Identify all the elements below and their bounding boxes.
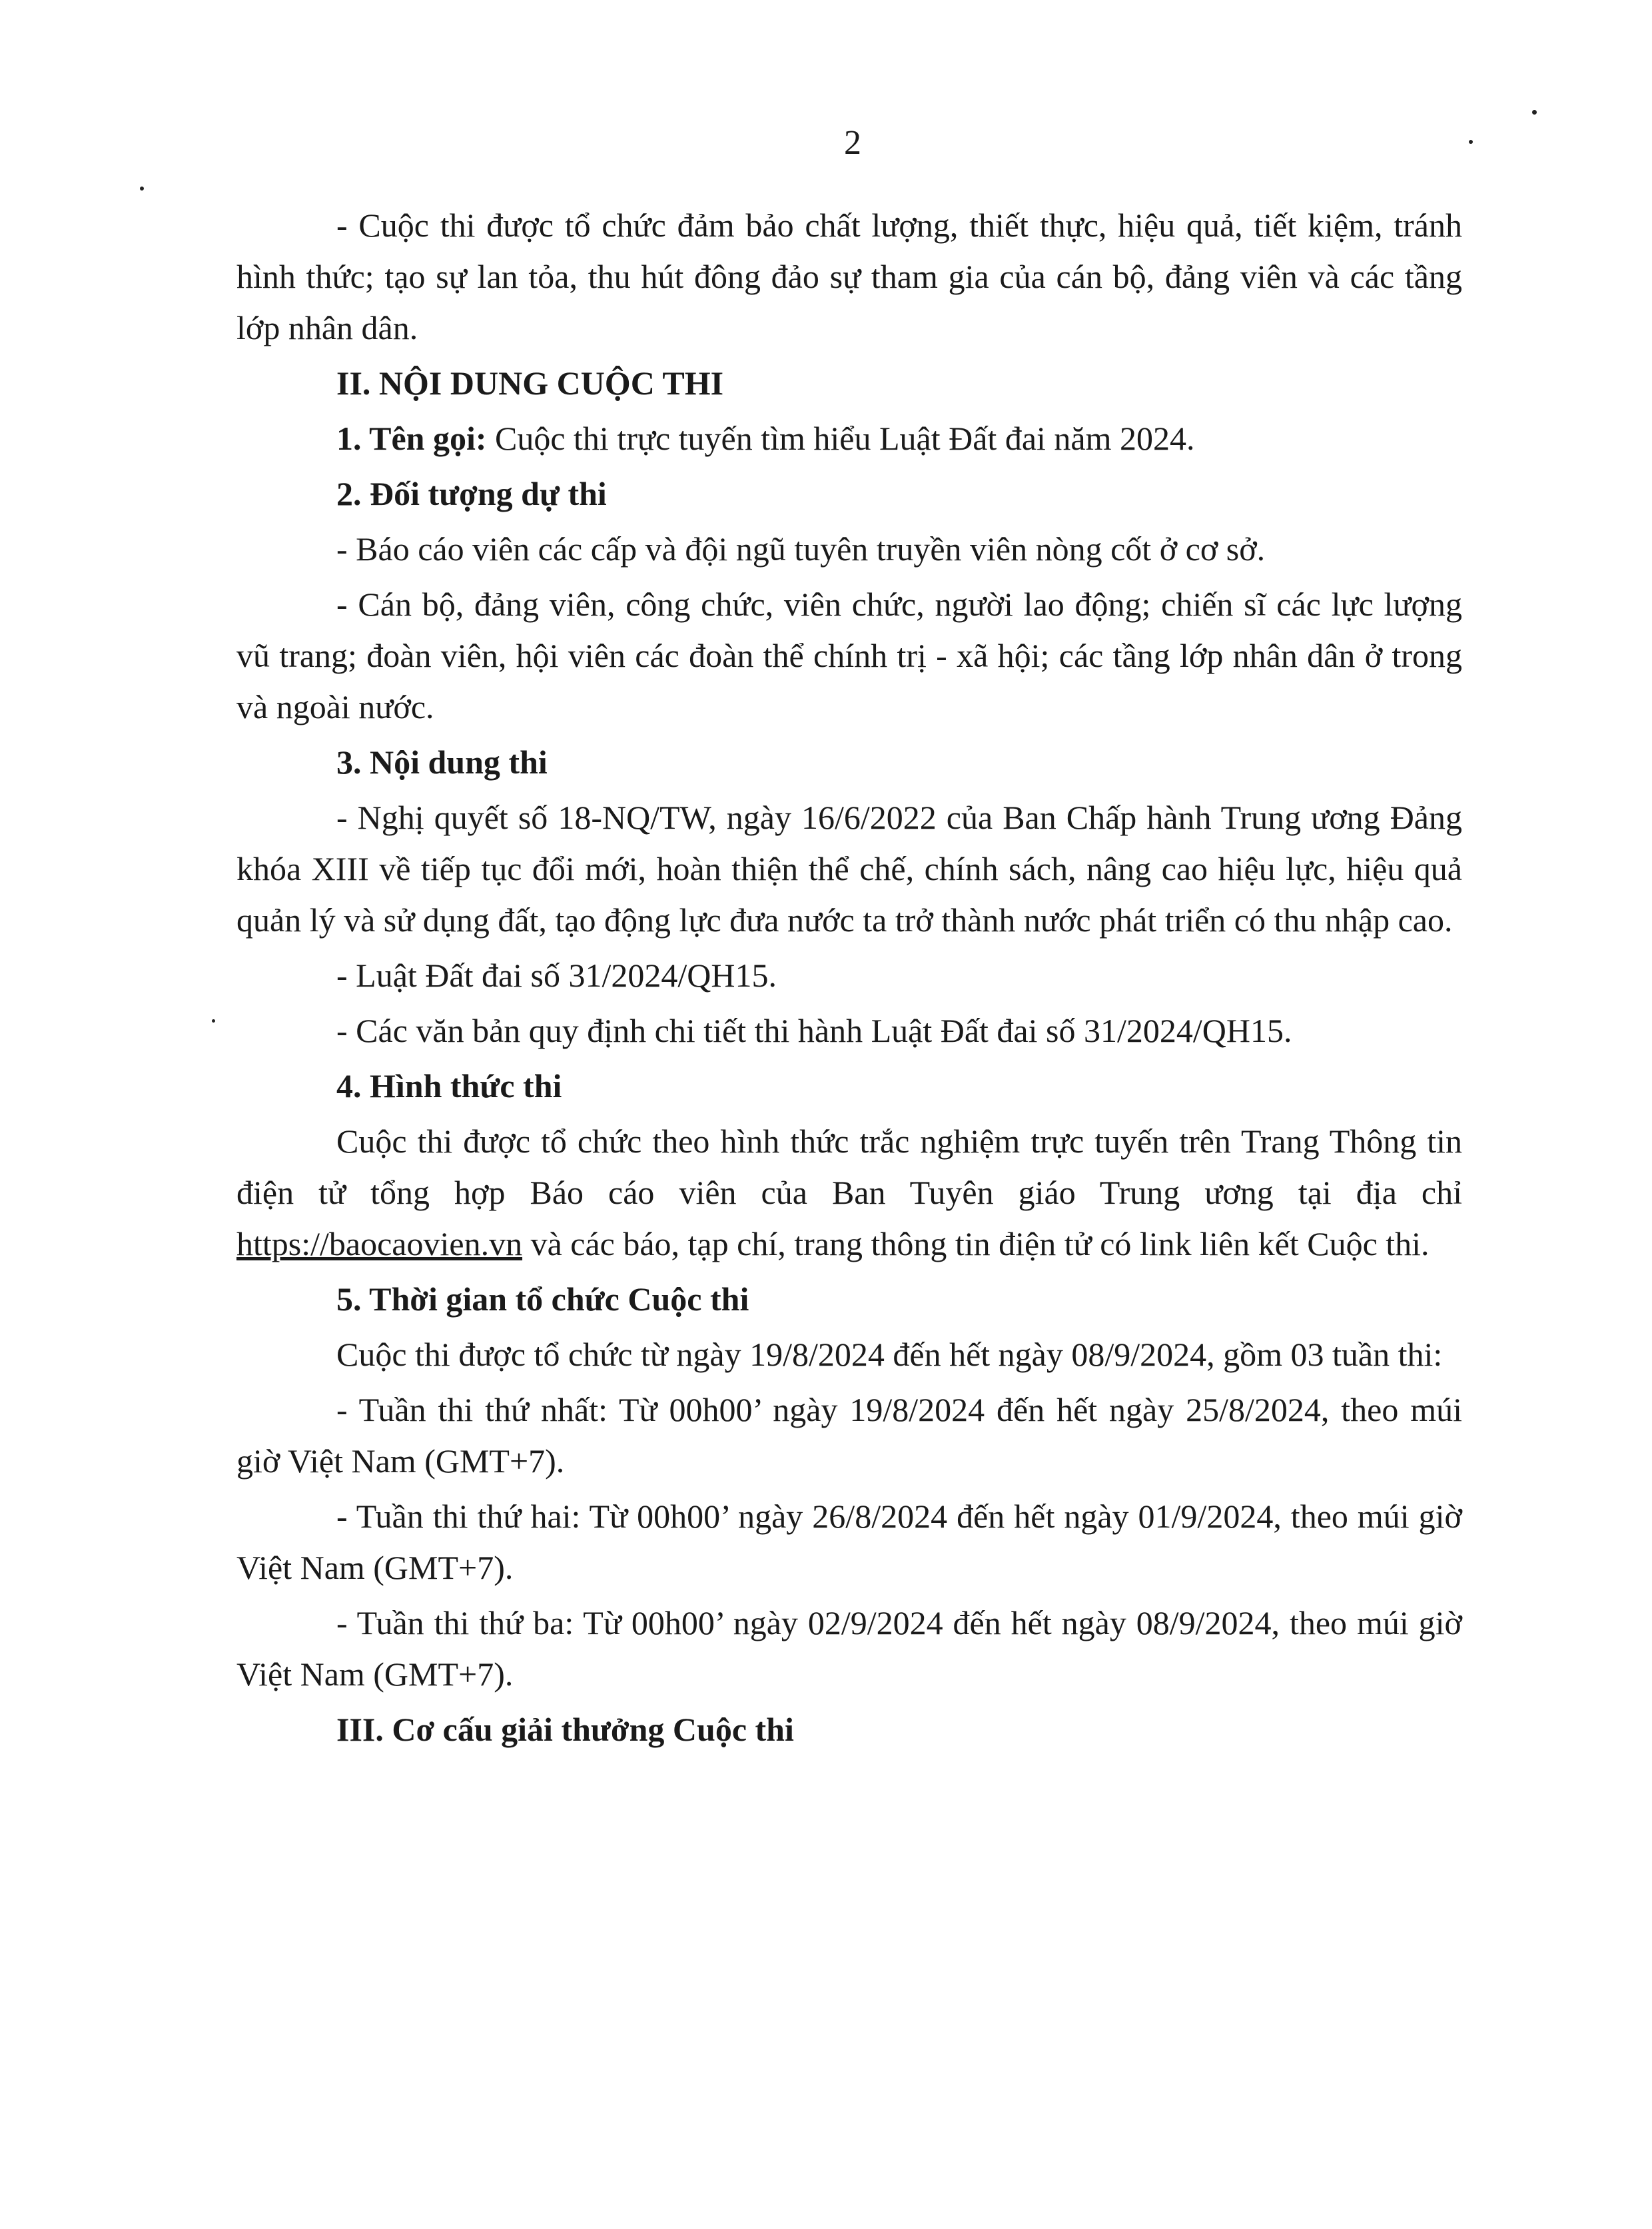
item-3-paragraph-1: - Nghị quyết số 18-NQ/TW, ngày 16/6/2022 của Ban Chấp hành Trung ương Đảng khóa XIII về tiếp tục đổi mới, hoàn thiện thể chế, chính sách, nâng cao hiệu lực, hiệu quả quản lý và sử dụng đất, tạo động lực đưa nước ta trở thành nước phát triển có thu nhập cao. <box>236 799 1462 939</box>
item-4-text-before: Cuộc thi được tổ chức theo hình thức trắc nghiệm trực tuyến trên Trang Thông tin điện tử tổng hợp Báo cáo viên của Ban Tuyên giáo Trung ương tại địa chỉ <box>236 1122 1462 1211</box>
scan-speck <box>140 187 144 191</box>
section-heading-3: III. Cơ cấu giải thưởng Cuộc thi <box>336 1711 794 1748</box>
scan-speck <box>212 1019 215 1023</box>
section-heading-2: II. NỘI DUNG CUỘC THI <box>336 364 724 402</box>
item-4-paragraph <box>236 1116 1462 1270</box>
item-3-paragraph-3: - Các văn bản quy định chi tiết thi hành Luật Đất đai số 31/2024/QH15. <box>336 1012 1292 1049</box>
item-1-paragraph <box>236 413 1462 464</box>
item-2-paragraph-1: - Báo cáo viên các cấp và đội ngũ tuyên truyền viên nòng cốt ở cơ sở. <box>336 530 1266 568</box>
item-5-paragraph-4: - Tuần thi thứ ba: Từ 00h00’ ngày 02/9/2024 đến hết ngày 08/9/2024, theo múi giờ Việt Nam (GMT+7). <box>236 1604 1462 1693</box>
scan-speck <box>1532 110 1537 115</box>
baocaovien-link[interactable]: https://baocaovien.vn <box>236 1225 523 1262</box>
item-1-label: 1. Tên gọi: <box>336 420 487 457</box>
item-5-paragraph-1: Cuộc thi được tổ chức từ ngày 19/8/2024 đến hết ngày 08/9/2024, gồm 03 tuần thi: <box>336 1336 1443 1373</box>
scan-speck <box>1469 140 1473 144</box>
item-5-paragraph-2: - Tuần thi thứ nhất: Từ 00h00’ ngày 19/8/2024 đến hết ngày 25/8/2024, theo múi giờ Việt Nam (GMT+7). <box>236 1391 1462 1480</box>
page-number: 2 <box>844 124 861 162</box>
item-4-text-after: và các báo, tạp chí, trang thông tin điện tử có link liên kết Cuộc thi. <box>522 1225 1430 1262</box>
item-3-heading: 3. Nội dung thi <box>336 743 548 781</box>
item-5-heading: 5. Thời gian tổ chức Cuộc thi <box>336 1280 749 1318</box>
item-3-paragraph-2: - Luật Đất đai số 31/2024/QH15. <box>336 957 777 994</box>
item-2-paragraph-2: - Cán bộ, đảng viên, công chức, viên chức, người lao động; chiến sĩ các lực lượng vũ trang; đoàn viên, hội viên các đoàn thể chính trị - xã hội; các tầng lớp nhân dân ở trong và ngoài nước. <box>236 586 1462 725</box>
intro-paragraph: - Cuộc thi được tổ chức đảm bảo chất lượng, thiết thực, hiệu quả, tiết kiệm, tránh hình thức; tạo sự lan tỏa, thu hút đông đảo sự tham gia của cán bộ, đảng viên và các tầng lớp nhân dân. <box>236 207 1462 346</box>
item-4-heading: 4. Hình thức thi <box>336 1067 562 1105</box>
item-5-paragraph-3: - Tuần thi thứ hai: Từ 00h00’ ngày 26/8/2024 đến hết ngày 01/9/2024, theo múi giờ Việt Nam (GMT+7). <box>236 1498 1462 1586</box>
document-body <box>236 200 1462 1755</box>
item-2-heading: 2. Đối tượng dự thi <box>336 475 607 512</box>
item-1-text: Cuộc thi trực tuyến tìm hiểu Luật Đất đai năm 2024. <box>486 420 1195 457</box>
